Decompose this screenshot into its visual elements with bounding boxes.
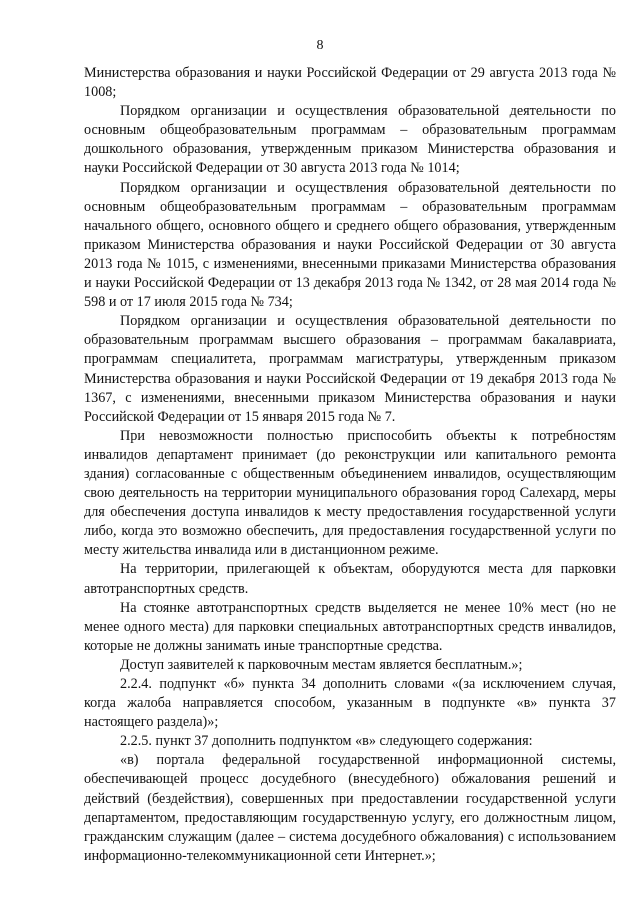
paragraph-7: На стоянке автотранспортных средств выделяется не менее 10% мест (но не менее одного места) для парковки специальных автотранспортных средств инвалидов, которые не должны занимать иные транспортные средства. [84, 599, 616, 654]
paragraph-4: Порядком организации и осуществления образовательной деятельности по образовательным программам высшего образования – программам бакалавриата, программам специалитета, программам магистратуры, утвержденным приказом Министерства образования и науки Российской Федерации от 19 декабря 2013 года № 1367, с изменениями, внесенными приказом Министерства образования и науки Российской Федерации от 15 января 2015 года № 7. [84, 313, 616, 425]
page-number: 8 [316, 38, 324, 53]
paragraph-9: 2.2.4. подпункт «б» пункта 34 дополнить словами «(за исключением случая, когда жалоба направляется способом, указанным в подпункте «в» пункта 37 настоящего раздела)»; [84, 676, 616, 731]
paragraph-10: 2.2.5. пункт 37 дополнить подпунктом «в» следующего содержания: [120, 733, 533, 750]
paragraph-11: «в) портала федеральной государственной информационной системы, обеспечивающей процесс досудебного (внесудебного) обжалования решений и действий (бездействия), совершенных при предоставлении государственной услуги департаментом, предоставляющим государственную услугу, его должностным лицом, гражданским служащим (далее – система досудебного обжалования) с использованием информационно-телекоммуникационной сети Интернет.»; [84, 752, 616, 864]
paragraph-5: При невозможности полностью приспособить объекты к потребностям инвалидов департамент принимает (до реконструкции или капитального ремонта здания) согласованные с общественным объединением инвалидов, осуществляющим свою деятельность на территории муниципального образования город Салехард, меры для обеспечения доступа инвалидов к месту предоставления государственной услуги либо, когда это возможно обеспечить, для предоставления государственной услуги по месту жительства инвалида или в дистанционном режиме. [84, 427, 616, 559]
paragraph-6: На территории, прилегающей к объектам, оборудуются места для парковки автотранспортных средств. [84, 561, 616, 597]
paragraph-1: Министерства образования и науки Российской Федерации от 29 августа 2013 года № 1008; [84, 65, 616, 101]
paragraph-2: Порядком организации и осуществления образовательной деятельности по основным общеобразовательным программам – образовательным программам дошкольного образования, утвержденным приказом Министерства образования и науки Российской Федерации от 30 августа 2013 года № 1014; [84, 103, 616, 177]
paragraph-3: Порядком организации и осуществления образовательной деятельности по основным общеобразовательным программам – образовательным программам начального общего, основного общего и среднего общего образования, утвержденным приказом Министерства образования и науки Российской Федерации от 30 августа 2013 года № 1015, с изменениями, внесенными приказами Министерства образования и науки Российской Федерации от 13 декабря 2013 года № 1342, от 28 мая 2014 года № 598 и от 17 июля 2015 года № 734; [84, 179, 616, 311]
paragraph-8: Доступ заявителей к парковочным местам является бесплатным.»; [120, 656, 523, 673]
document-body [84, 64, 616, 866]
